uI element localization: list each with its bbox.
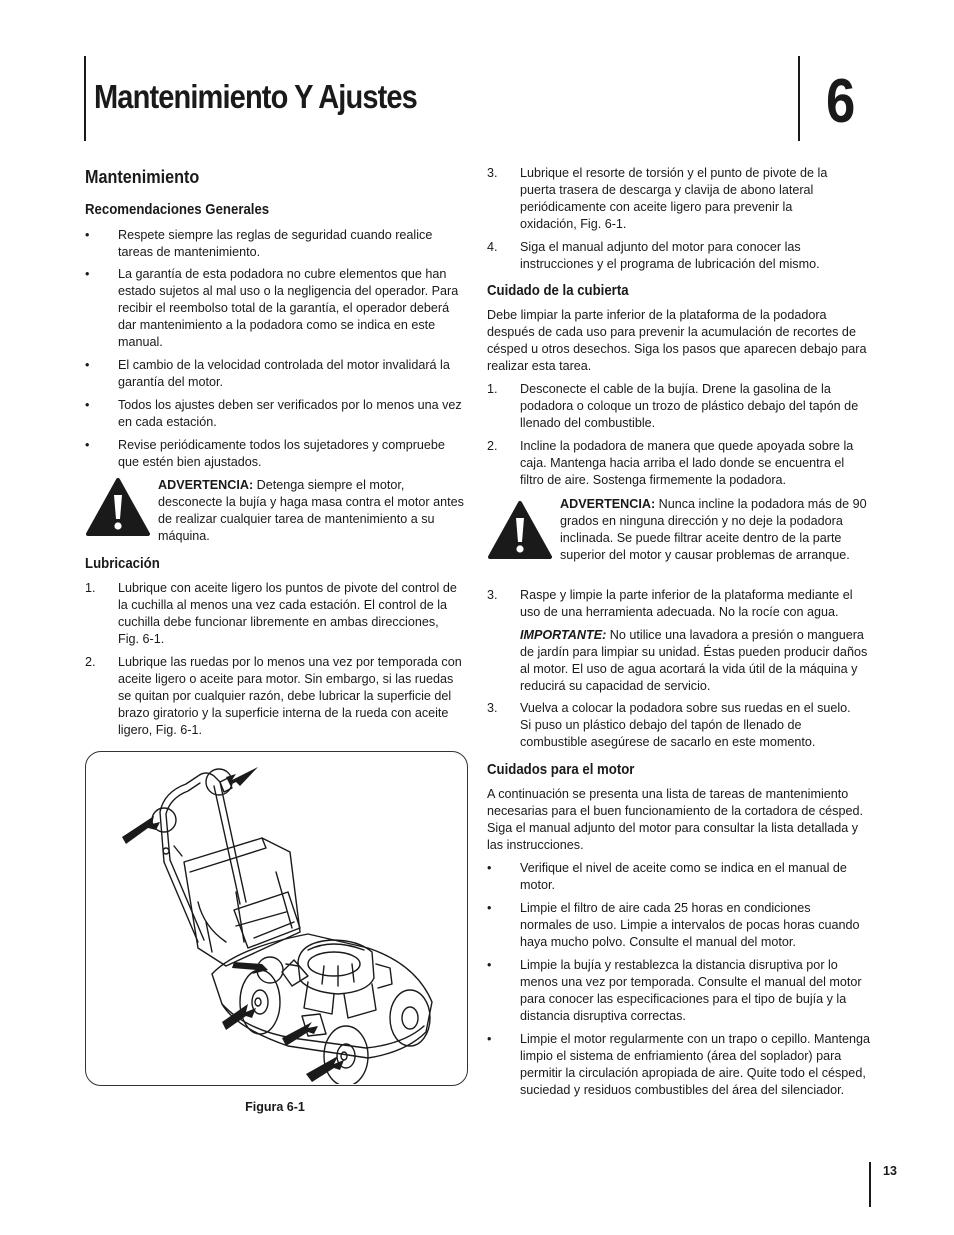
bullet: • [487,901,492,915]
engine-intro: A continuación se presenta una lista de tareas de mantenimiento necesarias para el buen funcionamiento de la cortadora de césped. Siga el manual adjunto del motor para consultar la lista detallada y las instrucciones. [487,787,863,852]
bullet: • [487,1032,492,1046]
number: 3. [487,588,498,602]
figure-frame [85,751,468,1086]
warning-label: ADVERTENCIA: [158,478,254,492]
important-text: No utilice una lavadora a presión o manguera de jardín para limpiar su unidad. Éstas pueden producir daños al motor. El uso de agua acortará la vida útil de la máquina y reducirá su capacidad de servicio. [520,628,868,693]
footer-rule [869,1162,871,1207]
number: 4. [487,240,498,254]
bullet: • [85,267,90,281]
figure-caption: Figura 6-1 [245,1100,305,1114]
warning-box [85,477,470,547]
warning-icon [85,477,151,537]
engine-heading: Cuidados para el motor [487,761,635,778]
page-number: 13 [883,1164,897,1178]
warning-label: ADVERTENCIA: [560,497,656,511]
lubrication-heading: Lubricación [85,555,160,572]
bullet: • [85,398,90,412]
warning-box [487,496,872,582]
number: 3. [487,166,498,180]
bullet: • [487,958,492,972]
chapter-number: 6 [826,67,856,136]
number: 1. [487,382,498,396]
general-heading: Recomendaciones Generales [85,201,270,218]
number: 1. [85,581,96,595]
warning-text: Detenga siempre el motor, desconecte la bujía y haga masa contra el motor antes de realizar cualquier tarea de mantenimiento a su máquina. [158,478,464,543]
chapter-rule [798,56,800,141]
warning-text: Nunca incline la podadora más de 90 grados en ninguna dirección y no deje la podadora inclinada. Se puede filtrar aceite dentro de la parte superior del motor y causar problemas de arranque. [560,497,867,562]
bullet: • [85,358,90,372]
bullet: • [85,438,90,452]
page-title: Mantenimiento Y Ajustes [94,78,417,115]
deck-intro: Debe limpiar la parte inferior de la plataforma de la podadora después de cada uso para prevenir la acumulación de recortes de césped u otros desechos. Siga los pasos que aparecen debajo para realizar esta tarea. [487,308,867,373]
number: 2. [85,655,96,669]
number: 3. [487,701,498,715]
bullet: • [85,228,90,242]
section-heading: Mantenimiento [85,167,200,187]
lawn-mower-illustration [86,752,466,1084]
number: 2. [487,439,498,453]
important-note [520,627,872,695]
deck-heading: Cuidado de la cubierta [487,282,629,299]
title-rule [84,56,86,141]
warning-icon [487,500,553,560]
bullet: • [487,861,492,875]
important-label: IMPORTANTE: [520,628,607,642]
